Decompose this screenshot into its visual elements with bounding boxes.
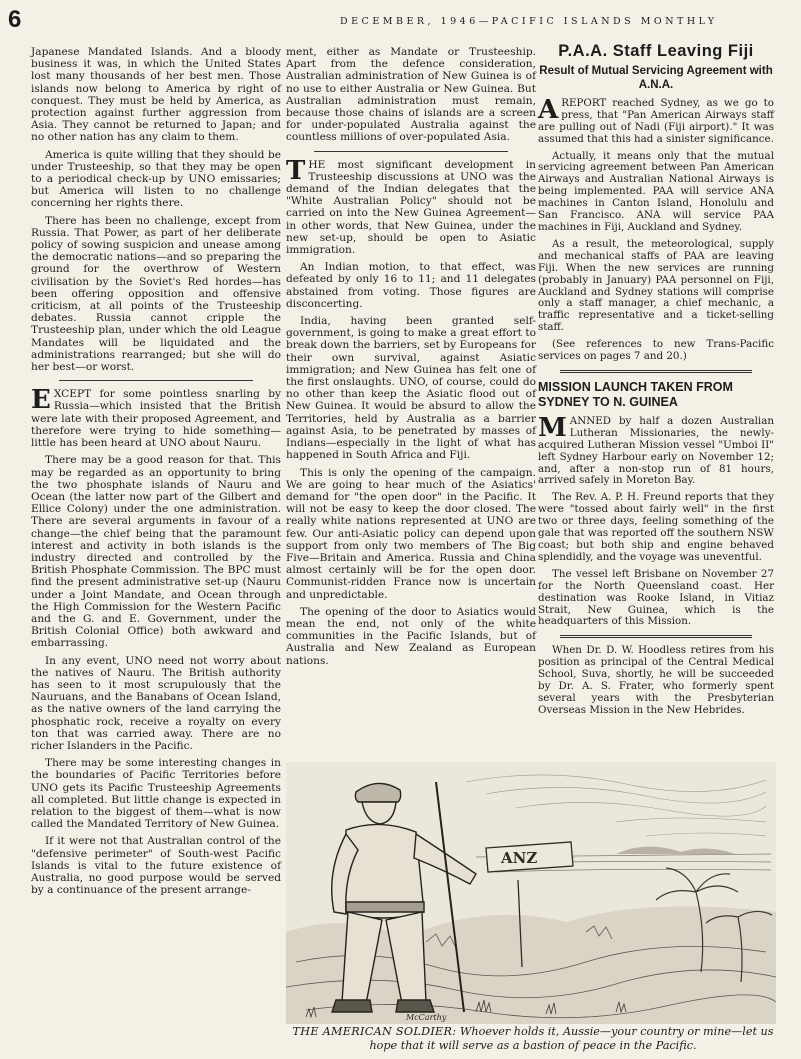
paragraph-text: REPORT reached Sydney, as we go to press, that "Pan American Airways staff are pulling out of Nadi (Fiji airport)." It was assumed that this had a sinister significance. [538,96,774,145]
paragraph [31,385,281,450]
illustration-caption [290,1025,776,1052]
paragraph: India, having been granted self-government, is going to make a great effort to break down the barriers, set by Europeans for their own survival, against Asiatic immigration; and New Guinea has felt one of the first onslaughts. UNO, of course, could do no other than keep the Asiatic flood out of New Guinea. It would be absurd to allow the Territories, held by Australia as a barrier against Asia, to be penetrated by masses of Indians—especially in the light of what has happened in South Africa and Fiji. [286,315,536,462]
paragraph: An Indian motion, to that effect, was defeated by only 16 to 11; and 11 delegates abstained from voting. Those figures are disconcerting. [286,261,536,310]
column-3 [538,42,774,722]
paragraph: There may be some interesting changes in the boundaries of Pacific Territories before UNO gets its Pacific Trusteeship Agreements all completed. But little change is expected in relation to the biggest of them—what is now called the Mandated Territory of New Guinea. [31,757,281,831]
page-header [0,0,801,40]
article-headline-paa: P.A.A. Staff Leaving Fiji [558,42,754,60]
paragraph: There has been no challenge, except from Russia. That Power, as part of her deliberate policy of sowing suspicion and unease among the democratic nations—and so preparing the ground for the overthrow of Western civilisation by the Soviet's Red hordes—has been offering opposition and offensive criticism, at all points of the Trusteeship debates. Russia cannot cripple the Trusteeship plan, under which the old League Mandates will be liquidated and the administrations rearranged; but she will do her best—or worst. [31,214,281,374]
divider [59,380,253,381]
cartoon-illustration [286,762,776,1024]
paragraph: (See references to new Trans-Pacific services on pages 7 and 20.) [538,338,774,363]
article-headline-mission: MISSION LAUNCH TAKEN FROM SYDNEY TO N. GUINEA [538,379,733,409]
paragraph: In any event, UNO need not worry about the natives of Nauru. The British authority has seen to it most scrupulously that the Nauruans, and the Banabans of Ocean Island, as the native owners of the land carrying the phosphatic rock, receive a royalty on every ton that was carried away. There are no richer Islanders in the Pacific. [31,654,281,752]
paragraph: When Dr. D. W. Hoodless retires from his position as principal of the Central Medical School, Suva, shortly, he will be succeeded by Dr. A. S. Frater, who formerly spent several years with the Presbyterian Overseas Mission in the New Hebrides. [538,644,774,716]
sign-text: ANZ [501,849,538,867]
caption-text: Whoever holds it, Aussie—your country or mine—let us hope that it will serve as a bastion of peace in the Pacific. [369,1025,774,1052]
paragraph: The Rev. A. P. H. Freund reports that they were "tossed about fairly well" in the first two or three days, feeling something of the gale that was reported off the southern NSW coast; but both ship and engine behaved splendidly, and the voyage was uneventful. [538,491,774,563]
drop-cap: A [538,94,559,125]
divider [314,151,508,152]
paragraph: This is only the opening of the campaign. We are going to hear much of the Asiatics' demand for "the open door" in the Pacific. It will not be easy to keep the door closed. The really white nations represented at UNO are few. Our anti-Asiatic policy can depend upon support from only two members of The Big Five—Britain and America. Russia and China almost certainly will be for the open door. Communist-ridden France now is uncertain and unpredictable. [286,466,536,601]
paragraph: Japanese Mandated Islands. And a bloody business it was, in which the United States lost many thousands of her best men. Those islands now belong to America by right of conquest. They must be held by America, as protection against further aggression from Asia. They cannot be returned to Japan; and no other nation has any claim to them. [31,46,281,144]
paragraph-text: ANNED by half a dozen Australian Lutheran Missionaries, the newly-acquired Lutheran Mission vessel "Umboi II" left Sydney Harbour early on November 12; and, after a non-stop run of 81 hours, arrived safely in Moreton Bay. [538,414,774,487]
paragraph [538,412,774,487]
paragraph: Actually, it means only that the mutual servicing agreement between Pan American Airways and Australian National Airways is being implemented. PAA will service ANA machines in Canton Island, Honolulu and San Francisco. ANA will service PAA machines in Fiji, Auckland and Sydney. [538,149,774,233]
artist-signature: McCarthy [406,1013,447,1022]
divider [560,370,752,373]
paragraph: There may be a good reason for that. This may be regarded as an opportunity to bring the two phosphate islands of Nauru and Ocean (the latter now part of the Gilbert and Ellice Colony) under the one administration. There are several arguments in favour of a change—the chief being that the paramount interest and activity in both islands is the industry directed and controlled by the British Phosphate Commission. The BPC must find the present administrative set-up (Nauru under a Joint Mandate, and Ocean through the High Commission for the Western Pacific and the G. and E. Government, under the British Colonial Office) both awkward and embarrassing. [31,454,281,650]
article-subheadline-paa: Result of Mutual Servicing Agreement with A.N.A. [539,64,773,91]
paragraph: The opening of the door to Asiatics would mean the end, not only of the white communities in the Pacific Islands, but of Australia and New Zealand as European nations. [286,605,536,667]
divider [560,635,752,638]
paragraph: If it were not that Australian control of the "defensive perimeter" of South-west Pacific Islands is vital to the future existence of Australia, no good purpose would be served by a continuance of the present arrange- [31,835,281,897]
page-number: 6 [8,6,22,33]
column-1 [31,46,281,901]
paragraph-text: HE most significant development in Trusteeship discussions at UNO was the demand of the Indian delegates that the "White Australian Policy" should not be carried on into the New Guinea Agreement—in other words, that New Guinea, under the new set-up, should be open to Asiatic immigration. [286,158,536,257]
drop-cap: E [31,385,51,416]
paragraph: As a result, the meteorological, supply and mechanical staffs of PAA are leaving Fiji. When the new services are running (probably in January) PAA personnel on Fiji, Auckland and Sydney stations will comprise only a staff manager, a chief mechanic, a traffic representative and a ticket-selling staff. [538,237,774,334]
paragraph: The vessel left Brisbane on November 27 for the North Queensland coast. Her destination was Rooke Island, in Vitiaz Strait, New Guinea, which is the headquarters of this Mission. [538,567,774,628]
paragraph [286,155,536,257]
caption-lead: THE AMERICAN SOLDIER: [292,1025,457,1038]
running-head: DECEMBER, 1946—PACIFIC ISLANDS MONTHLY [340,16,718,27]
drop-cap: M [538,412,567,443]
paragraph [538,94,774,146]
paragraph-text: XCEPT for some pointless snarling by Russia—which insisted that the British were late with their proposed Agreement, and therefore were trying to hide something—little has been heard at UNO about Nauru. [31,388,281,450]
cartoon-drawing [286,762,776,1024]
drop-cap: T [286,155,306,186]
paragraph: America is quite willing that they should be under Trusteeship, so that they may be open to a periodical check-up by UNO emissaries; but America will listen to no challenge concerning her rights there. [31,148,281,210]
column-2 [286,46,536,672]
paragraph: ment, either as Mandate or Trusteeship. Apart from the defence consideration, Australian administration of New Guinea is of no use to either Australia or New Guinea. But Australian administration must remain, because those chains of islands are a screen for under-populated Australia against the countless millions of over-populated Asia. [286,46,536,144]
